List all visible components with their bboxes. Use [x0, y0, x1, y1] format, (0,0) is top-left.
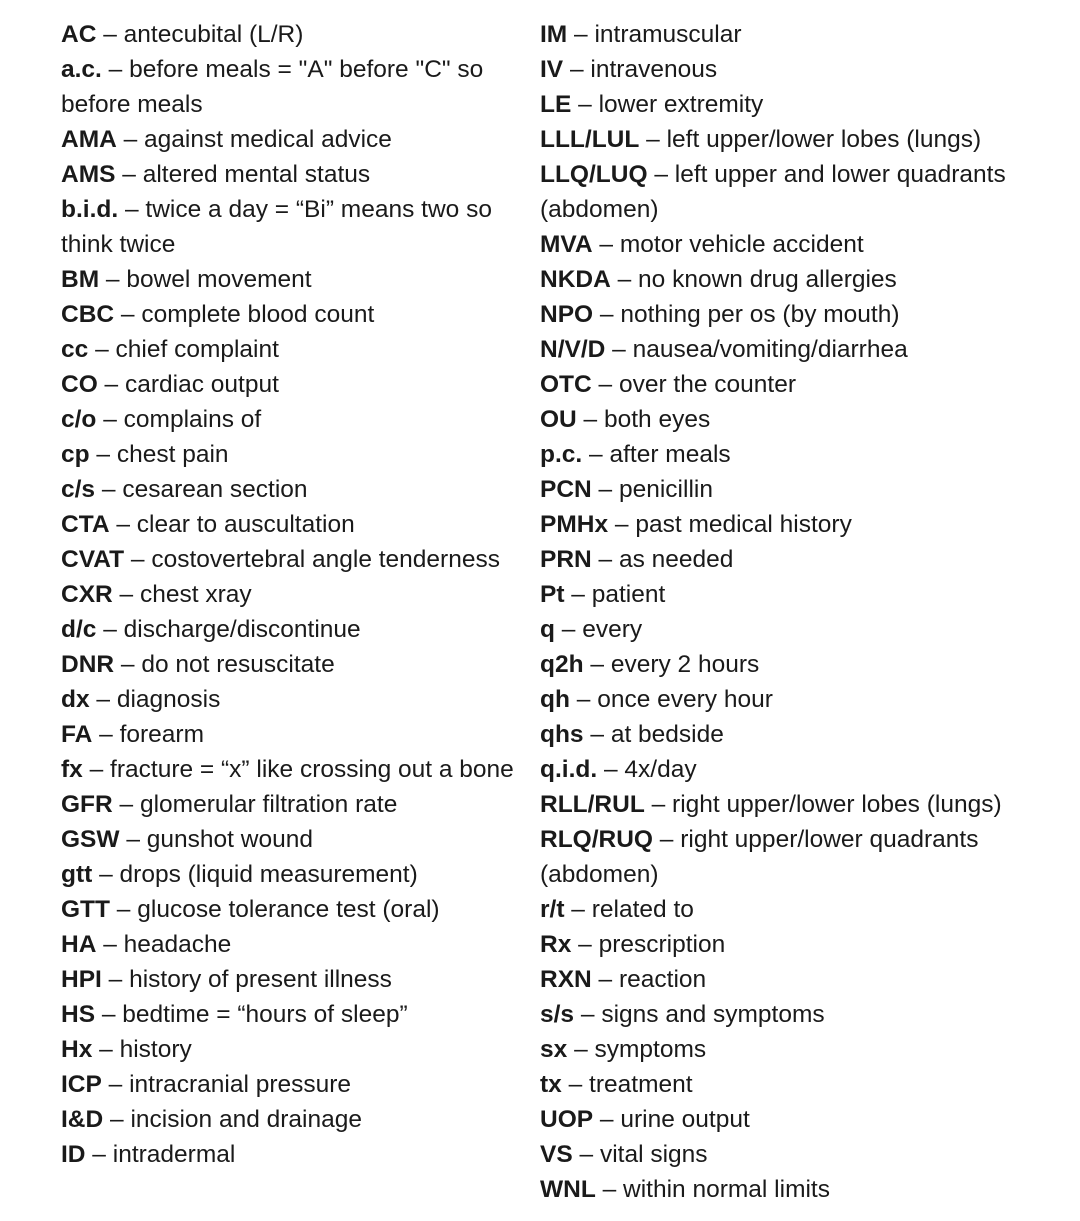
abbreviation-entry	[540, 1172, 1065, 1207]
dash-separator: –	[99, 266, 127, 293]
abbreviation-definition: patient	[591, 581, 666, 608]
dash-separator: –	[652, 826, 681, 853]
abbreviation-entry	[540, 472, 1065, 507]
abbreviation-term: PMHx	[540, 511, 609, 538]
abbreviation-entry	[61, 1137, 536, 1172]
abbreviation-definition: fracture = “x” like crossing out a bone	[110, 756, 514, 783]
abbreviation-definition: treatment	[589, 1071, 693, 1098]
abbreviation-term: RLL/RUL	[540, 791, 645, 818]
dash-separator: –	[569, 686, 598, 713]
abbreviation-term: WNL	[540, 1176, 596, 1203]
abbreviation-term: CVAT	[61, 546, 125, 573]
abbreviation-definition: 4x/day	[624, 756, 697, 783]
dash-separator: –	[97, 371, 125, 398]
abbreviation-definition: left upper/lower lobes (lungs)	[666, 126, 982, 153]
dash-separator: –	[583, 721, 611, 748]
dash-separator: –	[95, 476, 123, 503]
dash-separator: –	[118, 196, 146, 223]
abbreviation-definition: nothing per os (by mouth)	[620, 301, 900, 328]
abbreviation-definition: motor vehicle accident	[619, 231, 864, 258]
dash-separator: –	[644, 791, 673, 818]
abbreviation-term: q	[540, 616, 555, 643]
abbreviation-definition: bowel movement	[126, 266, 312, 293]
dash-separator: –	[592, 231, 620, 258]
dash-separator: –	[572, 1141, 600, 1168]
abbreviation-definition: do not resuscitate	[141, 651, 335, 678]
dash-separator: –	[88, 336, 116, 363]
abbreviation-term: a.c.	[61, 56, 102, 83]
abbreviation-term: d/c	[61, 616, 97, 643]
abbreviation-definition: intramuscular	[594, 21, 742, 48]
abbreviation-definition: chest pain	[116, 441, 229, 468]
abbreviation-term: q2h	[540, 651, 584, 678]
abbreviation-entry	[61, 507, 536, 542]
abbreviation-entry	[540, 787, 1065, 822]
abbreviation-entry	[61, 122, 536, 157]
abbreviation-term: sx	[540, 1036, 568, 1063]
abbreviation-term: HS	[61, 1001, 96, 1028]
dash-separator: –	[567, 21, 595, 48]
abbreviation-term: gtt	[61, 861, 93, 888]
abbreviation-entry	[61, 717, 536, 752]
abbreviation-entry	[61, 682, 536, 717]
abbreviation-term: AMS	[61, 161, 116, 188]
abbreviation-entry	[540, 752, 1065, 787]
abbreviation-term: HPI	[61, 966, 102, 993]
abbreviation-term: cc	[61, 336, 89, 363]
abbreviation-entry	[61, 192, 536, 262]
abbreviation-term: Hx	[61, 1036, 93, 1063]
abbreviation-definition: complete blood count	[141, 301, 375, 328]
abbreviation-entry	[540, 17, 1065, 52]
dash-separator: –	[96, 931, 124, 958]
abbreviation-term: r/t	[540, 896, 565, 923]
abbreviation-term: Rx	[540, 931, 572, 958]
abbreviation-definition: history of present illness	[129, 966, 392, 993]
abbreviation-entry	[61, 297, 536, 332]
abbreviation-entry	[540, 577, 1065, 612]
dash-separator: –	[608, 511, 636, 538]
abbreviation-definition: against medical advice	[144, 126, 392, 153]
abbreviation-entry	[61, 17, 536, 52]
abbreviation-definition: history	[119, 1036, 192, 1063]
abbreviation-term: HA	[61, 931, 97, 958]
abbreviation-term: c/o	[61, 406, 97, 433]
dash-separator: –	[605, 336, 633, 363]
abbreviation-entry	[61, 927, 536, 962]
dash-separator: –	[101, 1071, 130, 1098]
abbreviation-term: CBC	[61, 301, 115, 328]
abbreviation-term: LE	[540, 91, 572, 118]
abbreviation-entry	[540, 227, 1065, 262]
abbreviation-entry	[540, 542, 1065, 577]
abbreviation-definition: symptoms	[594, 1036, 707, 1063]
abbreviation-definition: antecubital (L/R)	[123, 21, 304, 48]
dash-separator: –	[554, 616, 583, 643]
dash-separator: –	[610, 266, 639, 293]
dash-separator: –	[110, 896, 138, 923]
abbreviation-entry	[540, 612, 1065, 647]
abbreviation-entry	[61, 577, 536, 612]
abbreviation-term: RLQ/RUQ	[540, 826, 653, 853]
abbreviation-definition: penicillin	[618, 476, 713, 503]
abbreviation-definition: no known drug allergies	[638, 266, 897, 293]
dash-separator: –	[564, 896, 592, 923]
dash-separator: –	[82, 756, 111, 783]
abbreviation-entry	[61, 892, 536, 927]
abbreviation-term: tx	[540, 1071, 562, 1098]
abbreviation-entry	[61, 402, 536, 437]
abbreviation-entry	[540, 892, 1065, 927]
dash-separator: –	[591, 546, 619, 573]
abbreviation-term: dx	[61, 686, 90, 713]
dash-separator: –	[112, 791, 140, 818]
abbreviation-definition: right upper/lower quadrants (abdomen)	[540, 826, 979, 888]
dash-separator: –	[96, 616, 124, 643]
abbreviation-term: AC	[61, 21, 97, 48]
abbreviation-definition: incision and drainage	[130, 1106, 363, 1133]
abbreviation-definition: nausea/vomiting/diarrhea	[632, 336, 908, 363]
abbreviation-entry	[61, 1067, 536, 1102]
abbreviation-entry	[540, 1102, 1065, 1137]
dash-separator: –	[115, 161, 143, 188]
abbreviation-term: IM	[540, 21, 568, 48]
abbreviation-definition: discharge/discontinue	[123, 616, 361, 643]
dash-separator: –	[96, 406, 124, 433]
abbreviation-term: GSW	[61, 826, 120, 853]
abbreviation-definition: related to	[591, 896, 694, 923]
dash-separator: –	[103, 1106, 131, 1133]
dash-separator: –	[96, 21, 124, 48]
abbreviation-entry	[61, 437, 536, 472]
abbreviation-definition: gunshot wound	[146, 826, 313, 853]
abbreviation-definition: cardiac output	[125, 371, 279, 398]
abbreviation-entry	[61, 367, 536, 402]
dash-separator: –	[591, 371, 619, 398]
abbreviation-entry	[61, 332, 536, 367]
abbreviation-definition: glucose tolerance test (oral)	[137, 896, 440, 923]
dash-separator: –	[89, 441, 117, 468]
abbreviation-entry	[540, 507, 1065, 542]
dash-separator: –	[124, 546, 152, 573]
abbreviation-term: cp	[61, 441, 90, 468]
abbreviation-term: CO	[61, 371, 98, 398]
abbreviation-entry	[540, 262, 1065, 297]
abbreviation-term: CTA	[61, 511, 110, 538]
abbreviation-definition: lower extremity	[598, 91, 764, 118]
abbreviation-term: ID	[61, 1141, 86, 1168]
abbreviation-entry	[540, 647, 1065, 682]
abbreviation-entry	[540, 437, 1065, 472]
dash-separator: –	[112, 581, 140, 608]
abbreviation-term: fx	[61, 756, 83, 783]
abbreviation-entry	[61, 822, 536, 857]
abbreviation-term: b.i.d.	[61, 196, 119, 223]
abbreviation-entry	[540, 402, 1065, 437]
dash-separator: –	[595, 1176, 624, 1203]
abbreviation-entry	[540, 962, 1065, 997]
abbreviation-definition: clear to auscultation	[136, 511, 355, 538]
abbreviation-definition: both eyes	[604, 406, 711, 433]
dash-separator: –	[591, 966, 619, 993]
abbreviation-entry	[540, 927, 1065, 962]
abbreviation-term: PCN	[540, 476, 592, 503]
abbreviation-definition: complains of	[123, 406, 262, 433]
dash-separator: –	[571, 931, 599, 958]
abbreviation-term: IV	[540, 56, 564, 83]
abbreviation-entry	[540, 297, 1065, 332]
abbreviation-term: BM	[61, 266, 100, 293]
abbreviation-term: ICP	[61, 1071, 102, 1098]
abbreviation-definition: once every hour	[597, 686, 773, 713]
abbreviation-term: RXN	[540, 966, 592, 993]
abbreviation-definition: cesarean section	[122, 476, 308, 503]
dash-separator: –	[95, 1001, 123, 1028]
abbreviation-definition: intracranial pressure	[129, 1071, 352, 1098]
dash-separator: –	[114, 651, 142, 678]
abbreviation-definition: diagnosis	[116, 686, 221, 713]
abbreviation-term: NPO	[540, 301, 594, 328]
abbreviation-definition: chest xray	[139, 581, 252, 608]
abbreviation-definition: before meals = "A" before "C" so before meals	[61, 56, 484, 118]
abbreviation-entry	[61, 157, 536, 192]
dash-separator: –	[92, 861, 120, 888]
abbreviation-entry	[61, 647, 536, 682]
abbreviation-term: qhs	[540, 721, 584, 748]
abbreviation-definition: signs and symptoms	[601, 1001, 825, 1028]
abbreviation-entry	[61, 52, 536, 122]
abbreviation-definition: at bedside	[610, 721, 724, 748]
abbreviation-definition: bedtime = “hours of sleep”	[122, 1001, 408, 1028]
abbreviation-term: p.c.	[540, 441, 583, 468]
abbreviation-entry	[61, 1032, 536, 1067]
dash-separator: –	[109, 511, 137, 538]
abbreviation-term: OU	[540, 406, 577, 433]
dash-separator: –	[114, 301, 142, 328]
abbreviation-term: MVA	[540, 231, 593, 258]
dash-separator: –	[567, 1036, 595, 1063]
dash-separator: –	[92, 721, 120, 748]
abbreviation-term: CXR	[61, 581, 113, 608]
abbreviation-definition: every	[582, 616, 643, 643]
dash-separator: –	[89, 686, 117, 713]
dash-separator: –	[574, 1001, 602, 1028]
abbreviation-definition: costovertebral angle tenderness	[151, 546, 500, 573]
abbreviation-term: PRN	[540, 546, 592, 573]
abbreviation-term: GFR	[61, 791, 113, 818]
dash-separator: –	[647, 161, 675, 188]
abbreviation-term: DNR	[61, 651, 115, 678]
abbreviation-entry	[61, 997, 536, 1032]
abbreviation-term: NKDA	[540, 266, 611, 293]
abbreviation-definition: after meals	[609, 441, 731, 468]
dash-separator: –	[576, 406, 604, 433]
abbreviation-entry	[61, 612, 536, 647]
dash-separator: –	[116, 126, 145, 153]
abbreviation-term: UOP	[540, 1106, 594, 1133]
abbreviation-entry	[61, 542, 536, 577]
abbreviation-entry	[61, 962, 536, 997]
abbreviation-definition: altered mental status	[142, 161, 371, 188]
dash-separator: –	[85, 1141, 113, 1168]
abbreviation-definition: drops (liquid measurement)	[119, 861, 418, 888]
abbreviation-term: c/s	[61, 476, 96, 503]
dash-separator: –	[582, 441, 610, 468]
abbreviation-term: VS	[540, 1141, 573, 1168]
dash-separator: –	[561, 1071, 590, 1098]
abbreviation-definition: right upper/lower lobes (lungs)	[672, 791, 1002, 818]
abbreviation-definition: intradermal	[112, 1141, 236, 1168]
abbreviation-entry	[61, 787, 536, 822]
abbreviation-term: AMA	[61, 126, 117, 153]
abbreviation-definition: glomerular filtration rate	[139, 791, 398, 818]
abbreviation-entry	[540, 1137, 1065, 1172]
abbreviation-definition: headache	[123, 931, 232, 958]
abbreviation-definition: chief complaint	[115, 336, 279, 363]
abbreviation-entry	[540, 367, 1065, 402]
abbreviation-term: q.i.d.	[540, 756, 598, 783]
dash-separator: –	[591, 476, 619, 503]
abbreviation-entry	[61, 262, 536, 297]
abbreviation-definition: forearm	[119, 721, 204, 748]
abbreviation-term: s/s	[540, 1001, 575, 1028]
abbreviation-entry	[540, 157, 1065, 227]
abbreviation-entry	[540, 1067, 1065, 1102]
dash-separator: –	[639, 126, 667, 153]
abbreviation-definition: past medical history	[635, 511, 852, 538]
abbreviation-entry	[61, 752, 536, 787]
abbreviation-definition: urine output	[620, 1106, 750, 1133]
dash-separator: –	[593, 1106, 621, 1133]
abbreviation-term: qh	[540, 686, 570, 713]
abbreviation-definition: within normal limits	[623, 1176, 830, 1203]
abbreviation-definition: intravenous	[590, 56, 718, 83]
abbreviation-definition: reaction	[618, 966, 707, 993]
abbreviation-entry	[61, 1102, 536, 1137]
abbreviation-definition: left upper and lower quadrants (abdomen)	[540, 161, 1006, 223]
left-column	[61, 17, 536, 1172]
abbreviation-term: OTC	[540, 371, 592, 398]
abbreviation-term: Pt	[540, 581, 565, 608]
right-column	[540, 17, 1065, 1207]
abbreviation-definition: prescription	[598, 931, 726, 958]
abbreviation-entry	[61, 472, 536, 507]
abbreviation-term: FA	[61, 721, 93, 748]
abbreviation-term: GTT	[61, 896, 110, 923]
dash-separator: –	[597, 756, 625, 783]
dash-separator: –	[571, 91, 599, 118]
abbreviation-entry	[61, 857, 536, 892]
abbreviation-entry	[540, 997, 1065, 1032]
abbreviation-definition: twice a day = “Bi” means two so think twice	[61, 196, 492, 258]
abbreviation-entry	[540, 332, 1065, 367]
abbreviation-definition: every 2 hours	[610, 651, 760, 678]
abbreviation-entry	[540, 682, 1065, 717]
dash-separator: –	[583, 651, 611, 678]
abbreviation-term: N/V/D	[540, 336, 606, 363]
abbreviation-entry	[540, 52, 1065, 87]
abbreviation-term: LLL/LUL	[540, 126, 640, 153]
dash-separator: –	[101, 966, 130, 993]
dash-separator: –	[92, 1036, 120, 1063]
abbreviation-definition: over the counter	[618, 371, 797, 398]
abbreviation-definition: vital signs	[599, 1141, 708, 1168]
dash-separator: –	[564, 581, 592, 608]
abbreviation-entry	[540, 1032, 1065, 1067]
dash-separator: –	[101, 56, 130, 83]
abbreviation-entry	[540, 717, 1065, 752]
abbreviation-entry	[540, 122, 1065, 157]
abbreviation-definition: as needed	[618, 546, 734, 573]
dash-separator: –	[593, 301, 621, 328]
abbreviation-term: LLQ/LUQ	[540, 161, 648, 188]
abbreviation-entry	[540, 87, 1065, 122]
abbreviation-term: I&D	[61, 1106, 104, 1133]
dash-separator: –	[119, 826, 147, 853]
dash-separator: –	[563, 56, 591, 83]
abbreviation-entry	[540, 822, 1065, 892]
